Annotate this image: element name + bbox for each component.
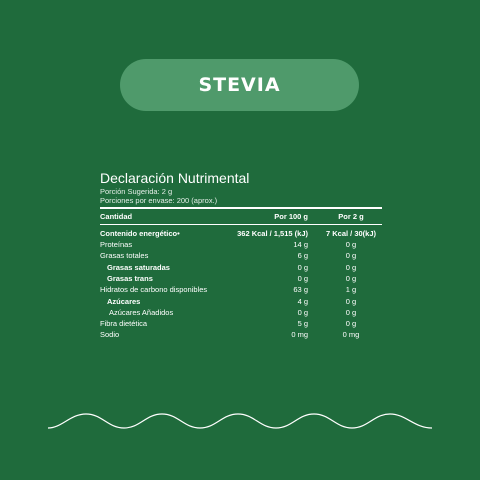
table-row — [100, 228, 382, 239]
product-badge — [120, 59, 359, 111]
row-label: Sodio — [100, 330, 120, 340]
table-row — [100, 261, 382, 272]
row-value-100g: 0 g — [297, 307, 308, 317]
table-header — [100, 209, 382, 224]
row-value-2g: 0 mg — [342, 330, 360, 340]
table-row — [100, 318, 382, 329]
row-value-100g: 14 g — [293, 240, 308, 250]
row-label: Grasas totales — [100, 251, 149, 261]
table-row — [100, 307, 382, 318]
row-value-100g: 63 g — [293, 285, 308, 295]
row-label: Azúcares — [107, 296, 141, 306]
row-label: Hidratos de carbono disponibles — [100, 285, 208, 295]
row-label: Grasas saturadas — [107, 262, 170, 272]
header-quantity: Cantidad — [100, 211, 133, 221]
nutrition-panel — [100, 170, 382, 341]
row-value-2g: 0 g — [345, 273, 357, 283]
row-value-100g: 0 g — [297, 262, 308, 272]
panel-title: Declaración Nutrimental — [100, 170, 250, 186]
table-row — [100, 250, 382, 261]
wave-line-icon — [0, 400, 480, 440]
table-row — [100, 284, 382, 295]
table-header-rule — [100, 224, 382, 225]
table-row — [100, 329, 382, 340]
table-row — [100, 273, 382, 284]
row-value-2g: 1 g — [345, 285, 357, 295]
header-per-100g: Por 100 g — [274, 211, 308, 221]
product-title: STEVIA — [198, 74, 281, 96]
row-value-2g: 0 g — [345, 296, 357, 306]
row-value-100g: 362 Kcal / 1,515 (kJ) — [237, 228, 308, 238]
row-value-2g: 0 g — [345, 319, 357, 329]
row-value-100g: 6 g — [297, 251, 308, 261]
row-value-2g: 7 Kcal / 30(kJ) — [325, 228, 377, 238]
row-marker: • — [177, 228, 180, 238]
table-row — [100, 239, 382, 250]
row-value-100g: 5 g — [297, 319, 308, 329]
row-value-100g: 0 mg — [291, 330, 308, 340]
row-value-2g: 0 g — [345, 307, 357, 317]
servings-per-pack: Porciones por envase: 200 (aprox.) — [100, 196, 218, 205]
serving-size: Porción Sugerida: 2 g — [100, 187, 173, 196]
row-value-100g: 0 g — [297, 273, 308, 283]
row-label: Grasas trans — [107, 273, 153, 283]
row-value-2g: 0 g — [345, 251, 357, 261]
row-label: Fibra dietética — [100, 319, 148, 329]
row-label: Contenido energético — [100, 228, 178, 238]
header-per-2g: Por 2 g — [338, 211, 364, 221]
row-value-100g: 4 g — [297, 296, 308, 306]
row-value-2g: 0 g — [345, 240, 357, 250]
row-label: Proteínas — [100, 240, 133, 250]
row-label: Azúcares Añadidos — [109, 307, 174, 317]
row-value-2g: 0 g — [345, 262, 357, 272]
table-row — [100, 295, 382, 306]
